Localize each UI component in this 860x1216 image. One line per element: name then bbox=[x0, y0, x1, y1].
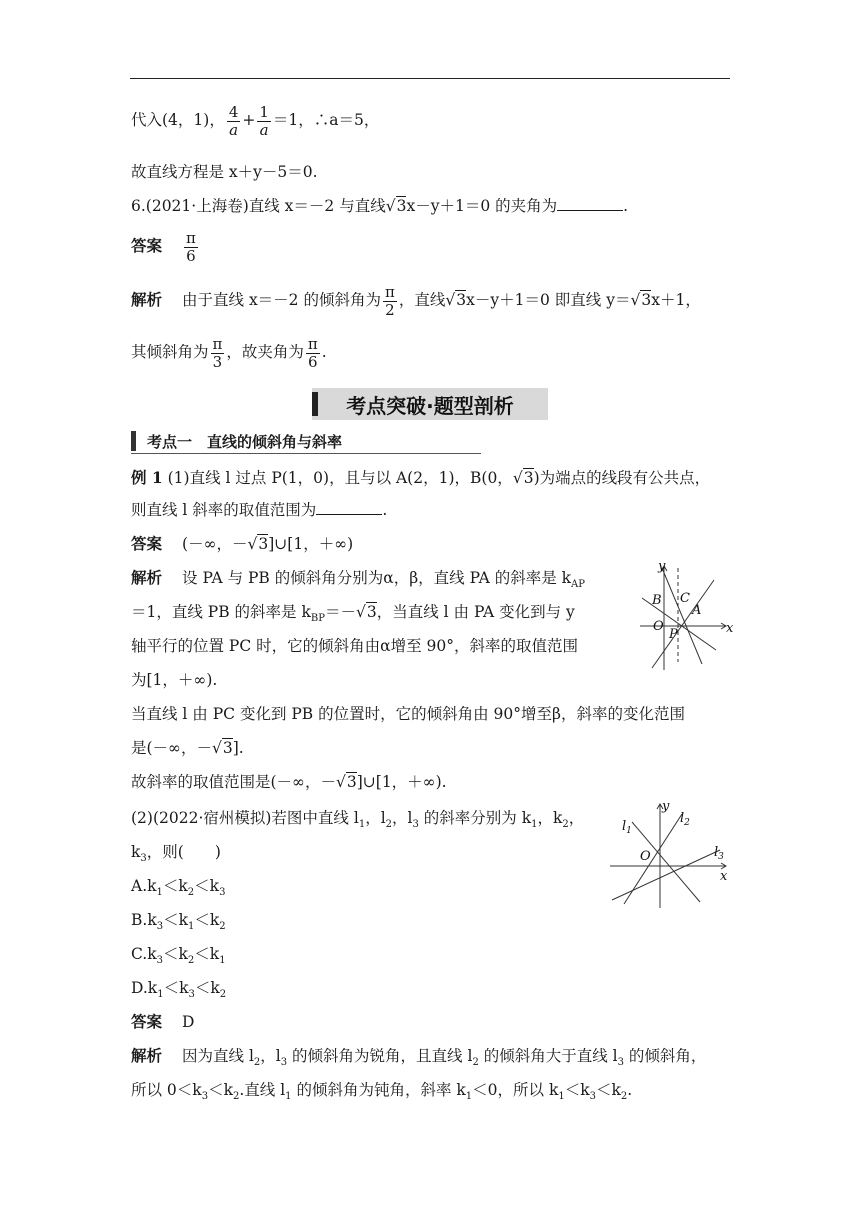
fig2-label-l2: $l_2$ bbox=[680, 811, 690, 828]
fig2-label-o: O bbox=[640, 849, 651, 864]
answer-blank-2 bbox=[316, 500, 382, 515]
question-2-line1: (2)(2022·宿州模拟)若图中直线 $l_1$，$l_2$，$l_3$ 的斜率分别为 $k_1$，$k_2$， bbox=[131, 809, 585, 831]
question-2-line2: $k_3$，则( ) bbox=[131, 843, 221, 865]
fig2-label-x: x bbox=[720, 869, 728, 884]
fig2-label-y: y bbox=[662, 799, 670, 814]
fig1-label-a: A bbox=[692, 603, 702, 618]
option-d[interactable]: $D.k_1<k_3<k_2$ bbox=[131, 979, 227, 1001]
option-a[interactable]: $A.k_1<k_2<k_3$ bbox=[131, 877, 226, 899]
option-c[interactable]: $C.k_3<k_2<k_1$ bbox=[131, 945, 226, 967]
analysis-1-line2: ＝1，直线 PB 的斜率是 $k_{BP}=-√3$，当直线 l 由 PA 变化到与 y bbox=[131, 603, 575, 625]
example-1-line2: 则直线 l 斜率的取值范围为 . bbox=[131, 501, 388, 519]
substitution-line: 代入(4，1)， $\frac{4}{a}$ + $\frac{1}{a}$ ＝1，∴a＝5， bbox=[131, 103, 380, 139]
banner-bar bbox=[312, 392, 318, 416]
analysis-6-line1: 解析 由于直线 x＝－2 的倾斜角为 $\frac{\pi}{2}$ ，直线√3x－y＋1＝0 即直线 y＝√3x＋1， bbox=[131, 283, 701, 319]
point-heading bbox=[131, 428, 481, 454]
fig1-label-c: C bbox=[680, 591, 690, 606]
fig2-line-l3 bbox=[612, 850, 720, 900]
fig1-label-o: O bbox=[653, 619, 664, 634]
fig1-label-y: y bbox=[658, 559, 666, 574]
banner-title: 考点突破·题型剖析 bbox=[346, 393, 514, 418]
header-rule bbox=[130, 78, 730, 79]
analysis-1-line5: 当直线 l 由 PC 变化到 PB 的位置时，它的倾斜角由 90°增至β，斜率的变化范围 bbox=[131, 705, 685, 723]
point-bar bbox=[131, 431, 136, 451]
option-b[interactable]: $B.k_3<k_1<k_2$ bbox=[131, 911, 226, 933]
analysis-6-line2: 其倾斜角为 $\frac{\pi}{3}$ ，故夹角为 $\frac{\pi}{6}$ . bbox=[131, 335, 327, 371]
analysis-1-line4: 为[1，＋∞). bbox=[131, 671, 218, 689]
example-1-line1: 例 1 (1)直线 l 过点 P(1，0)，且与以 A(2，1)，B(0，√3)为端点的线段有公共点， bbox=[131, 468, 711, 487]
point-title: 考点一 直线的倾斜角与斜率 bbox=[147, 433, 343, 451]
analysis-1-line1: 解析 设 PA 与 PB 的倾斜角分别为α，β，直线 PA 的斜率是 $k_{AP}$ bbox=[131, 568, 585, 591]
point-underline bbox=[131, 453, 481, 454]
fig1-label-x: x bbox=[726, 621, 734, 636]
fig2-label-l1: $l_1$ bbox=[622, 819, 632, 836]
question-6: 6.(2021·上海卷)直线 x＝－2 与直线√3x－y＋1＝0 的夹角为 . bbox=[131, 197, 629, 215]
line-equation: 故直线方程是 x＋y－5＝0. bbox=[131, 163, 318, 181]
figure-lines-l1-l2-l3 bbox=[604, 798, 734, 910]
answer-2: 答案 D bbox=[131, 1012, 195, 1031]
analysis-1-line7: 故斜率的取值范围是(－∞，－√3]∪[1，＋∞). bbox=[131, 773, 447, 791]
analysis-1-line3: 轴平行的位置 PC 时，它的倾斜角由α增至 90°，斜率的取值范围 bbox=[131, 637, 579, 655]
answer-blank bbox=[557, 196, 623, 211]
analysis-1-line6: 是(－∞，－√3]. bbox=[131, 739, 244, 757]
analysis-2-line2: 所以 $0<k_3<k_2$.直线 $l_1$ 的倾斜角为钝角，斜率 $k_1<0$，所以 $k_1<k_3<k_2$. bbox=[131, 1081, 633, 1103]
fig2-label-l3: $l_3$ bbox=[714, 845, 724, 862]
figure-lines-pa-pb bbox=[620, 558, 736, 670]
analysis-2-line1: 解析 因为直线 $l_2$，$l_3$ 的倾斜角为锐角，且直线 $l_2$ 的倾斜角大于直线 $l_3$ 的倾斜角， bbox=[131, 1046, 707, 1069]
fig1-label-p: P bbox=[669, 627, 678, 642]
answer-1: 答案 (－∞，－√3]∪[1，＋∞) bbox=[131, 534, 354, 553]
fig1-label-b: B bbox=[652, 593, 662, 608]
section-banner bbox=[312, 388, 548, 420]
answer-6: 答案 $\frac{\pi}{6}$ bbox=[131, 229, 196, 265]
